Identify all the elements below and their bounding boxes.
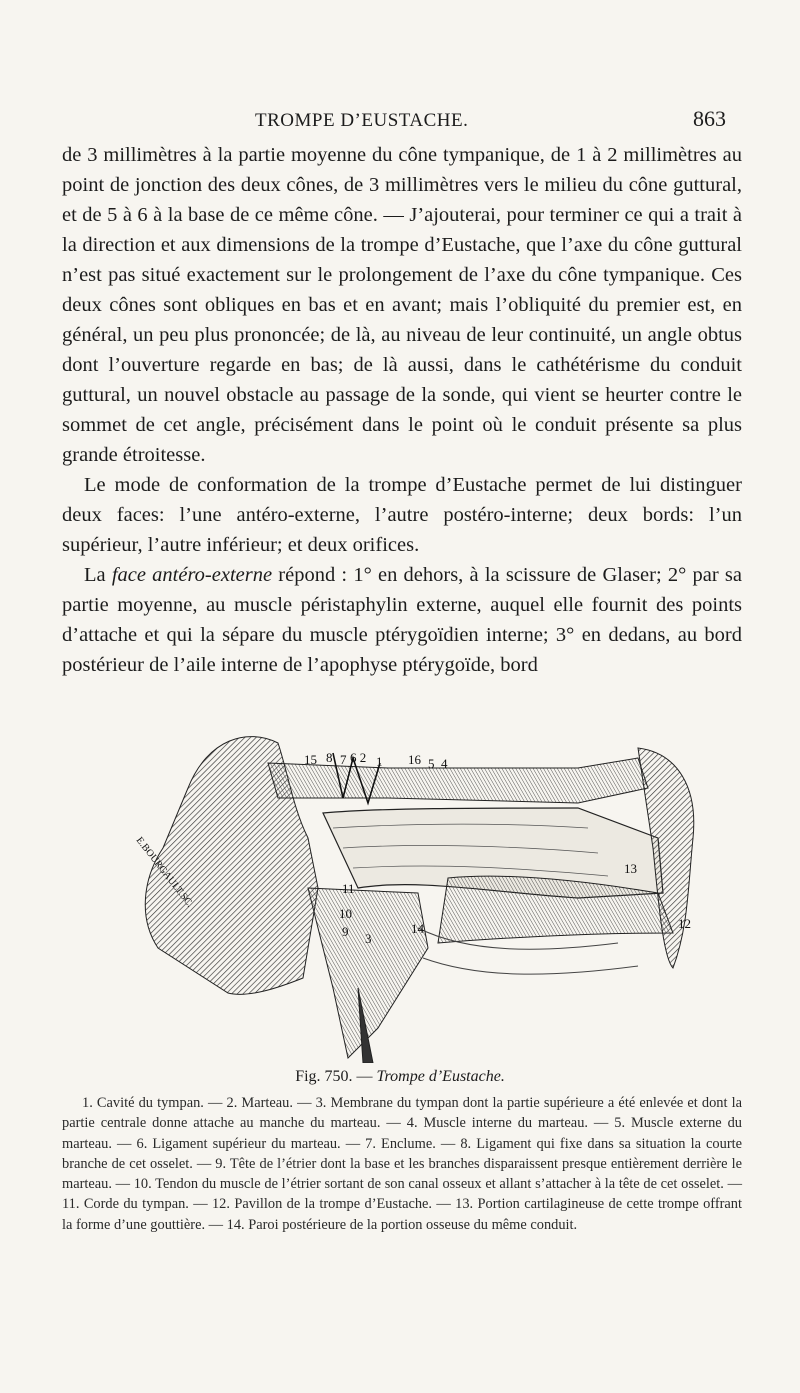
figure-legend-text: 1. Cavité du tympan. — 2. Marteau. — 3. Membrane du tympan dont la partie supérieure a été enlevée et dont la partie centrale donne attache au manche du marteau. — 4. Muscle interne du marteau. — 5. Muscle externe du marteau. — 6. Ligament supérieur du marteau. — 7. Enclume. — 8. Ligament qui fixe dans sa situation la courte branche de cet osselet. — 9. Tête de l’étrier dont la base et les branches disparaissent presque entièrement derrière le marteau. — 10. Tendon du muscle de l’étrier sortant de son canal osseux et allant s’attacher à la tête de cet osselet. — 11. Corde du tympan. — 12. Pavillon de la trompe d’Eustache. — 13. Portion cartilagineuse de cette trompe offrant la forme d’une gouttière. — 14. Paroi postérieure de la portion osseuse du même conduit. (62, 1095, 742, 1233)
running-title: TROMPE D’EUSTACHE. (255, 110, 469, 131)
anatomical-figure (118, 728, 698, 1063)
label-14: 14 (411, 921, 424, 936)
paragraph-2: Le mode de conformation de la trompe d’Eustache permet de lui distinguer deux faces: l’une antéro-externe, l’autre postéro-interne; deux bords: l’un supérieur, l’autre inférieur; et deux orifices. (62, 474, 742, 556)
paragraph-3 (62, 560, 742, 680)
label-6-2: 6 2 (350, 750, 367, 765)
label-12: 12 (678, 916, 691, 931)
label-7: 7 (340, 752, 347, 767)
figure-engraving (118, 728, 698, 1063)
paragraph-3-emphasis: face antéro-externe (111, 564, 273, 586)
label-1: 1 (376, 754, 383, 769)
figure-caption-title: Trompe d’Eustache. (376, 1068, 505, 1085)
label-16: 16 (408, 752, 421, 767)
lower-bone (308, 888, 428, 1058)
label-13: 13 (624, 861, 637, 876)
engraver-signature: E.BOURGAULT.SC. (133, 835, 196, 910)
tympanic-cavity-roof (268, 758, 648, 803)
label-3: 3 (365, 931, 372, 946)
paragraph-1: de 3 millimètres à la partie moyenne du cône tympanique, de 1 à 2 millimètres au point de jonction des deux cônes, de 3 millimètres vers le milieu du cône guttural, et de 5 à 6 à la base de ce même cône. — J’ajouterai, pour terminer ce qui a trait à la direction et aux dimensions de la trompe d’Eustache, que l’axe du cône guttural n’est pas situé exactement sur le prolongement de l’axe du cône tympanique. Ces deux cônes sont obliques en bas et en avant; mais l’obliquité du premier est, en général, un peu plus prononcée; de là, au niveau de leur continuité, un angle obtus dont l’ouverture regarde en bas; de là aussi, dans le cathétérisme du conduit guttural, un nouvel obstacle au passage de la sonde, qui vient se heurter contre le sommet de cet angle, précisément dans le point où le conduit présente sa plus grande étroitesse. (62, 144, 742, 466)
label-8: 8 (326, 750, 333, 765)
figure-caption (0, 1068, 800, 1086)
label-10: 10 (339, 906, 352, 921)
label-15: 15 (304, 752, 317, 767)
body-text (62, 140, 742, 680)
label-11: 11 (342, 881, 355, 896)
label-9: 9 (342, 924, 349, 939)
label-5: 5 (428, 756, 435, 771)
page-number: 863 (693, 106, 726, 131)
paragraph-3-lead: La (84, 564, 112, 586)
figure-legend (62, 1093, 742, 1235)
figure-caption-prefix: Fig. 750. — (295, 1068, 377, 1085)
paragraph-3-rest: répond : 1° en dehors, à la scissure de Glaser; 2° par sa partie moyenne, au muscle péristaphylin externe, auquel elle fournit des points d’attache et qui la sépare du muscle ptérygoïdien interne; 3° en dedans, au bord postérieur de l’aile interne de l’apophyse ptérygoïde, bord (62, 564, 742, 676)
label-4: 4 (441, 756, 448, 771)
